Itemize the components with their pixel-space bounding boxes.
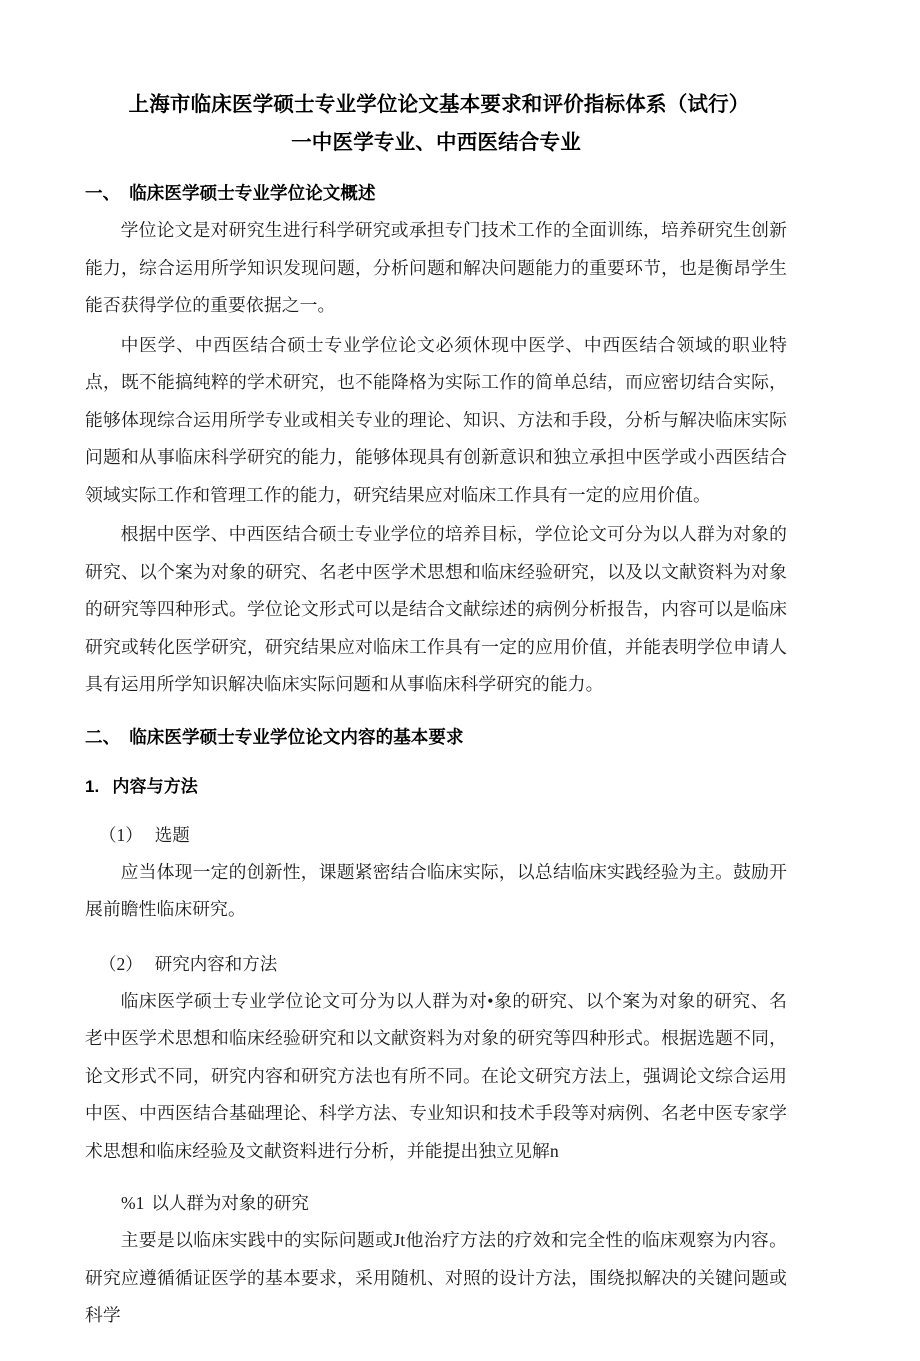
- document-title-line-1: 上海市临床医学硕士专业学位论文基本要求和评价指标体系（试行）: [128, 93, 750, 116]
- section-heading-2: [85, 724, 787, 750]
- subsection-title: 内容与方法: [112, 776, 198, 796]
- list-item-number-2: （2）: [99, 953, 143, 974]
- paragraph: 主要是以临床实践中的实际问题或Jt他治疗方法的疗效和完全性的临床观察为内容。研究应遵循循证医学的基本要求，采用随机、对照的设计方法，围绕拟解决的关键问题或科学: [85, 1230, 787, 1325]
- section-number-2: 二、: [85, 726, 121, 747]
- subsection-number: 1.: [85, 776, 100, 796]
- sub-list-item-heading: [85, 1190, 787, 1216]
- sub-list-item-number: %1: [121, 1193, 145, 1213]
- section-title-2: 临床医学硕士专业学位论文内容的基本要求: [129, 726, 464, 747]
- section-heading-1: [85, 180, 787, 206]
- section-number-1: 一、: [85, 183, 121, 203]
- document-title: [85, 88, 787, 160]
- list-item-label-1: 选题: [154, 824, 190, 845]
- section-title-1: 临床医学硕士专业学位论文概述: [129, 183, 376, 203]
- subsection-heading-1: [85, 774, 787, 800]
- paragraph: 根据中医学、中西医结合硕士专业学位的培养目标，学位论文可分为以人群为对象的研究、以个案为对象的研究、名老中医学术思想和临床经验研究，以及以文献资料为对象的研究等四种形式。学位论文形式可以是结合文献综述的病例分析报告，内容可以是临床研究或转化医学研究，研究结果应对临床工作具有一定的应用价值，并能表明学位申请人具有运用所学知识解决临床实际问题和从事临床科学研究的能力。: [85, 524, 787, 694]
- page-content: [85, 0, 787, 1335]
- paragraph: 应当体现一定的创新性，课题紧密结合临床实际，以总结临床实践经验为主。鼓励开展前瞻性临床研究。: [85, 861, 787, 919]
- list-item-number-1: （1）: [99, 824, 143, 845]
- paragraph: 学位论文是对研究生进行科学研究或承担专门技术工作的全面训练，培养研究生创新能力，综合运用所学知识发现问题，分析问题和解决问题能力的重要环节，也是衡昂学生能否获得学位的重要依据之一。: [85, 220, 787, 315]
- document-title-line-2: 一中医学专业、中西医结合专业: [291, 131, 581, 154]
- paragraph: 临床医学硕士专业学位论文可分为以人群为对•象的研究、以个案为对象的研究、名老中医学术思想和临床经验研究和以文献资料为对象的研究等四种形式。根据选题不同，论文形式不同，研究内容和研究方法也有所不同。在论文研究方法上，强调论文综合运用中医、中西医结合基础理论、科学方法、专业知识和技术手段等对病例、名老中医专家学术思想和临床经验及文献资料进行分析，并能提出独立见解n: [85, 990, 787, 1161]
- list-item-heading-2: [85, 951, 787, 977]
- list-item-label-2: 研究内容和方法: [154, 953, 278, 974]
- sub-list-item-label: 以人群为对象的研究: [151, 1193, 309, 1213]
- paragraph: 中医学、中西医结合硕士专业学位论文必须休现中医学、中西医结合领域的职业特点，既不能搞纯粹的学术研究，也不能降格为实际工作的简单总结，而应密切结合实际，能够体现综合运用所学专业或相关专业的理论、知识、方法和手段，分析与解决临床实际问题和从事临床科学研究的能力，能够体现具有创新意识和独立承担中医学或小西医结合领域实际工作和管理工作的能力，研究结果应对临床工作具有一定的应用价值。: [85, 334, 787, 505]
- list-item-heading-1: [85, 822, 787, 848]
